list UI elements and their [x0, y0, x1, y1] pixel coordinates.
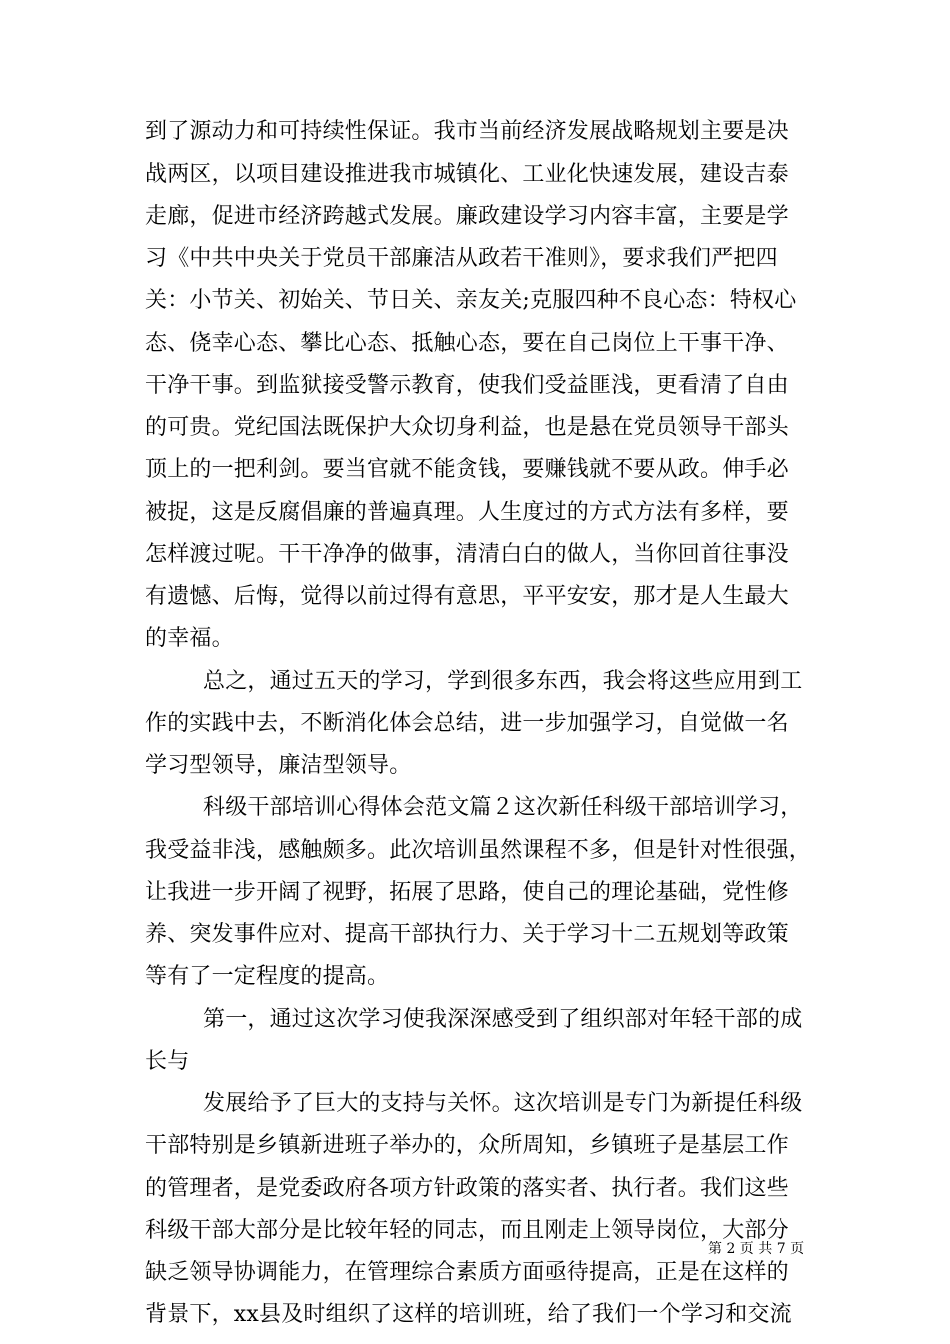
body-text-line: 干部特别是乡镇新进班子举办的，众所周知，乡镇班子是基层工作	[145, 1133, 789, 1158]
body-text-line: 被捉，这是反腐倡廉的普遍真理。人生度过的方式方法有多样，要	[145, 500, 789, 525]
page-number-footer: 第 2 页 共 7 页	[708, 1241, 805, 1257]
paragraph-first-line: 发展给予了巨大的支持与关怀。这次培训是专门为新提任科级	[203, 1091, 803, 1116]
body-text-line: 怎样渡过呢。干干净净的做事，清清白白的做人，当你回首往事没	[145, 542, 789, 567]
body-text-line: 学习型领导，廉洁型领导。	[145, 753, 412, 778]
paragraph-first-line: 总之，通过五天的学习，学到很多东西，我会将这些应用到工	[203, 669, 803, 694]
body-text-line: 有遗憾、后悔，觉得以前过得有意思，平平安安，那才是人生最大	[145, 584, 789, 609]
body-text-line: 缺乏领导协调能力，在管理综合素质方面亟待提高，正是在这样的	[145, 1260, 789, 1285]
body-text-line: 我受益非浅，感触颇多。此次培训虽然课程不多，但是针对性很强，	[145, 838, 812, 863]
body-text-line: 长与	[145, 1049, 190, 1074]
body-text-line: 养、突发事件应对、提高干部执行力、关于学习十二五规划等政策	[145, 922, 789, 947]
body-text-line: 科级干部大部分是比较年轻的同志，而且刚走上领导岗位，大部分	[145, 1218, 789, 1243]
body-text-line: 到了源动力和可持续性保证。我市当前经济发展战略规划主要是决	[145, 119, 789, 144]
body-text-line: 走廊，促进市经济跨越式发展。廉政建设学习内容丰富，主要是学	[145, 204, 789, 229]
body-text-line: 的幸福。	[145, 626, 234, 651]
paragraph-first-line: 科级干部培训心得体会范文篇２这次新任科级干部培训学习，	[203, 795, 803, 820]
paragraph-first-line: 第一，通过这次学习使我深深感受到了组织部对年轻干部的成	[203, 1007, 803, 1032]
body-text-line: 干净干事。到监狱接受警示教育，使我们受益匪浅，更看清了自由	[145, 373, 789, 398]
body-text-line: 的可贵。党纪国法既保护大众切身利益，也是悬在党员领导干部头	[145, 415, 789, 440]
body-text-line: 背景下，xx县及时组织了这样的培训班，给了我们一个学习和交流	[145, 1302, 792, 1327]
body-text-line: 态、侥幸心态、攀比心态、抵触心态，要在自己岗位上干事干净、	[145, 331, 789, 356]
body-text-line: 战两区，以项目建设推进我市城镇化、工业化快速发展，建设吉泰	[145, 162, 789, 187]
body-text-line: 的管理者，是党委政府各项方针政策的落实者、执行者。我们这些	[145, 1176, 789, 1201]
body-text-line: 作的实践中去，不断消化体会总结，进一步加强学习，自觉做一名	[145, 711, 789, 736]
body-text-line: 让我进一步开阔了视野，拓展了思路，使自己的理论基础，党性修	[145, 880, 789, 905]
body-text-line: 顶上的一把利剑。要当官就不能贪钱，要赚钱就不要从政。伸手必	[145, 457, 789, 482]
body-text-line: 等有了一定程度的提高。	[145, 964, 390, 989]
body-text-line: 习《中共中央关于党员干部廉洁从政若干准则》，要求我们严把四	[145, 246, 778, 271]
body-text-line: 关：小节关、初始关、节日关、亲友关;克服四种不良心态：特权心	[145, 288, 797, 313]
